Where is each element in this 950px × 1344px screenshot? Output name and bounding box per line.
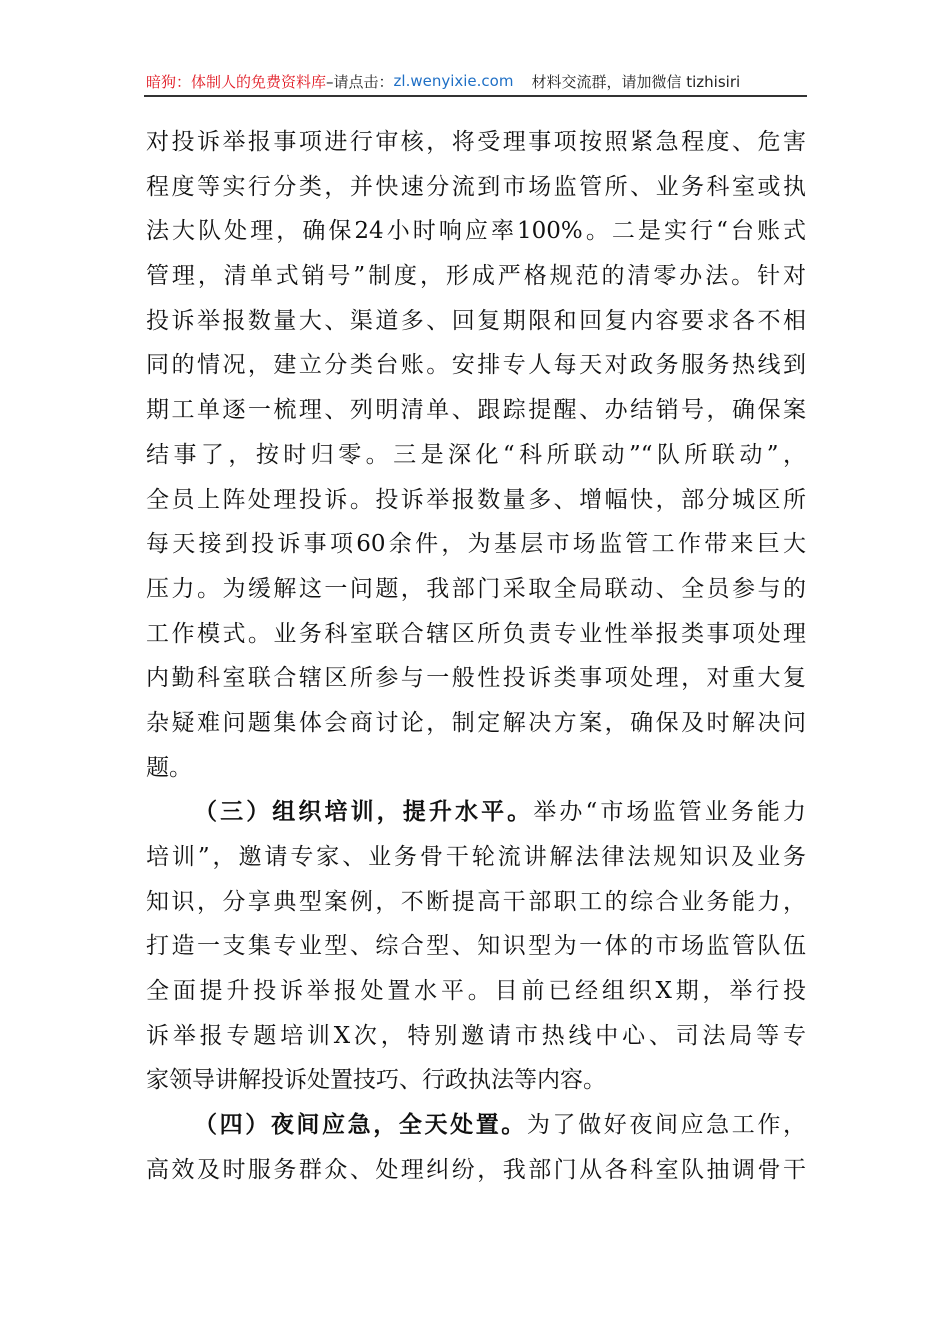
line-text: 程度等实行分类，并快速分流到市场监管所、业务科室或执 [146, 173, 806, 200]
line-text: 知识，分享典型案例，不断提高干部职工的综合业务能力， [146, 888, 806, 915]
text-line [146, 299, 806, 344]
section-heading-line [146, 790, 806, 835]
text-line [146, 835, 806, 880]
line-text: 结事了，按时归零。三是深化“科所联动”“队所联动”， [146, 441, 806, 468]
text-line [146, 880, 806, 925]
line-text: 题。 [146, 754, 192, 781]
header-group-note: 材料交流群，请加微信 tizhisiri [531, 72, 741, 91]
text-line [146, 969, 806, 1014]
text-line [146, 1148, 806, 1193]
text-line [146, 1058, 806, 1103]
text-line [146, 120, 806, 165]
line-text: 诉举报专题培训X次，特别邀请市热线中心、司法局等专 [146, 1022, 806, 1049]
text-line [146, 656, 806, 701]
header-click-prompt: –请点击： [326, 72, 394, 91]
line-text: 同的情况，建立分类台账。安排专人每天对政务服务热线到 [146, 352, 806, 379]
line-text: 对投诉举报事项进行审核，将受理事项按照紧急程度、危害 [146, 129, 806, 155]
text-line [146, 522, 806, 567]
line-text: 管理，清单式销号”制度，形成严格规范的清零办法。针对 [146, 263, 806, 290]
line-text: 全面提升投诉举报处置水平。目前已经组织X期，举行投 [146, 978, 806, 1005]
text-line [146, 567, 806, 612]
text-line [146, 701, 806, 746]
line-text: 家领导讲解投诉处置技巧、行政执法等内容。 [146, 1067, 606, 1094]
text-line [146, 924, 806, 969]
text-line [146, 1014, 806, 1059]
section-heading-line [146, 1103, 806, 1148]
line-text: 打造一支集专业型、综合型、知识型为一体的市场监管队伍 [146, 933, 806, 960]
line-text: 期工单逐一梳理、列明清单、跟踪提醒、办结销号，确保案 [146, 397, 806, 424]
line-text: 法大队处理，确保24小时响应率100%。二是实行“台账式 [146, 218, 806, 245]
header-site-name: 暗狗：体制人的免费资料库 [146, 72, 327, 91]
header-link[interactable]: zl.wenyixie.com [393, 72, 514, 90]
section-heading: （三）组织培训，提升水平。 [194, 798, 534, 826]
line-text: 内勤科室联合辖区所参与一般性投诉类事项处理，对重大复 [146, 665, 806, 692]
line-text: 投诉举报数量大、渠道多、回复期限和回复内容要求各不相 [146, 307, 806, 334]
line-text: 培训”，邀请专家、业务骨干轮流讲解法律法规知识及业务 [146, 844, 806, 870]
text-line [146, 388, 806, 433]
text-line [146, 612, 806, 657]
text-line [146, 433, 806, 478]
text-line [146, 165, 806, 210]
document-body [146, 120, 806, 1193]
text-line [146, 478, 806, 523]
line-text: 为了做好夜间应急工作， [526, 1112, 807, 1139]
line-text: 压力。为缓解这一问题，我部门采取全局联动、全员参与的 [146, 575, 806, 602]
header-divider [144, 95, 807, 97]
line-text: 全员上阵处理投诉。投诉举报数量多、增幅快，部分城区所 [146, 486, 806, 513]
line-text: 工作模式。业务科室联合辖区所负责专业性举报类事项处理 [146, 620, 806, 647]
text-line [146, 254, 806, 299]
line-text: 举办“市场监管业务能力 [533, 799, 806, 826]
section-heading: （四）夜间应急，全天处置。 [194, 1111, 527, 1139]
line-text: 每天接到投诉事项60余件，为基层市场监管工作带来巨大 [146, 531, 806, 558]
line-text: 杂疑难问题集体会商讨论，制定解决方案，确保及时解决问 [146, 709, 806, 736]
line-text: 高效及时服务群众、处理纠纷，我部门从各科室队抽调骨干 [146, 1156, 806, 1183]
text-line [146, 343, 806, 388]
text-line [146, 746, 806, 791]
text-line [146, 209, 806, 254]
page-header [146, 68, 806, 94]
